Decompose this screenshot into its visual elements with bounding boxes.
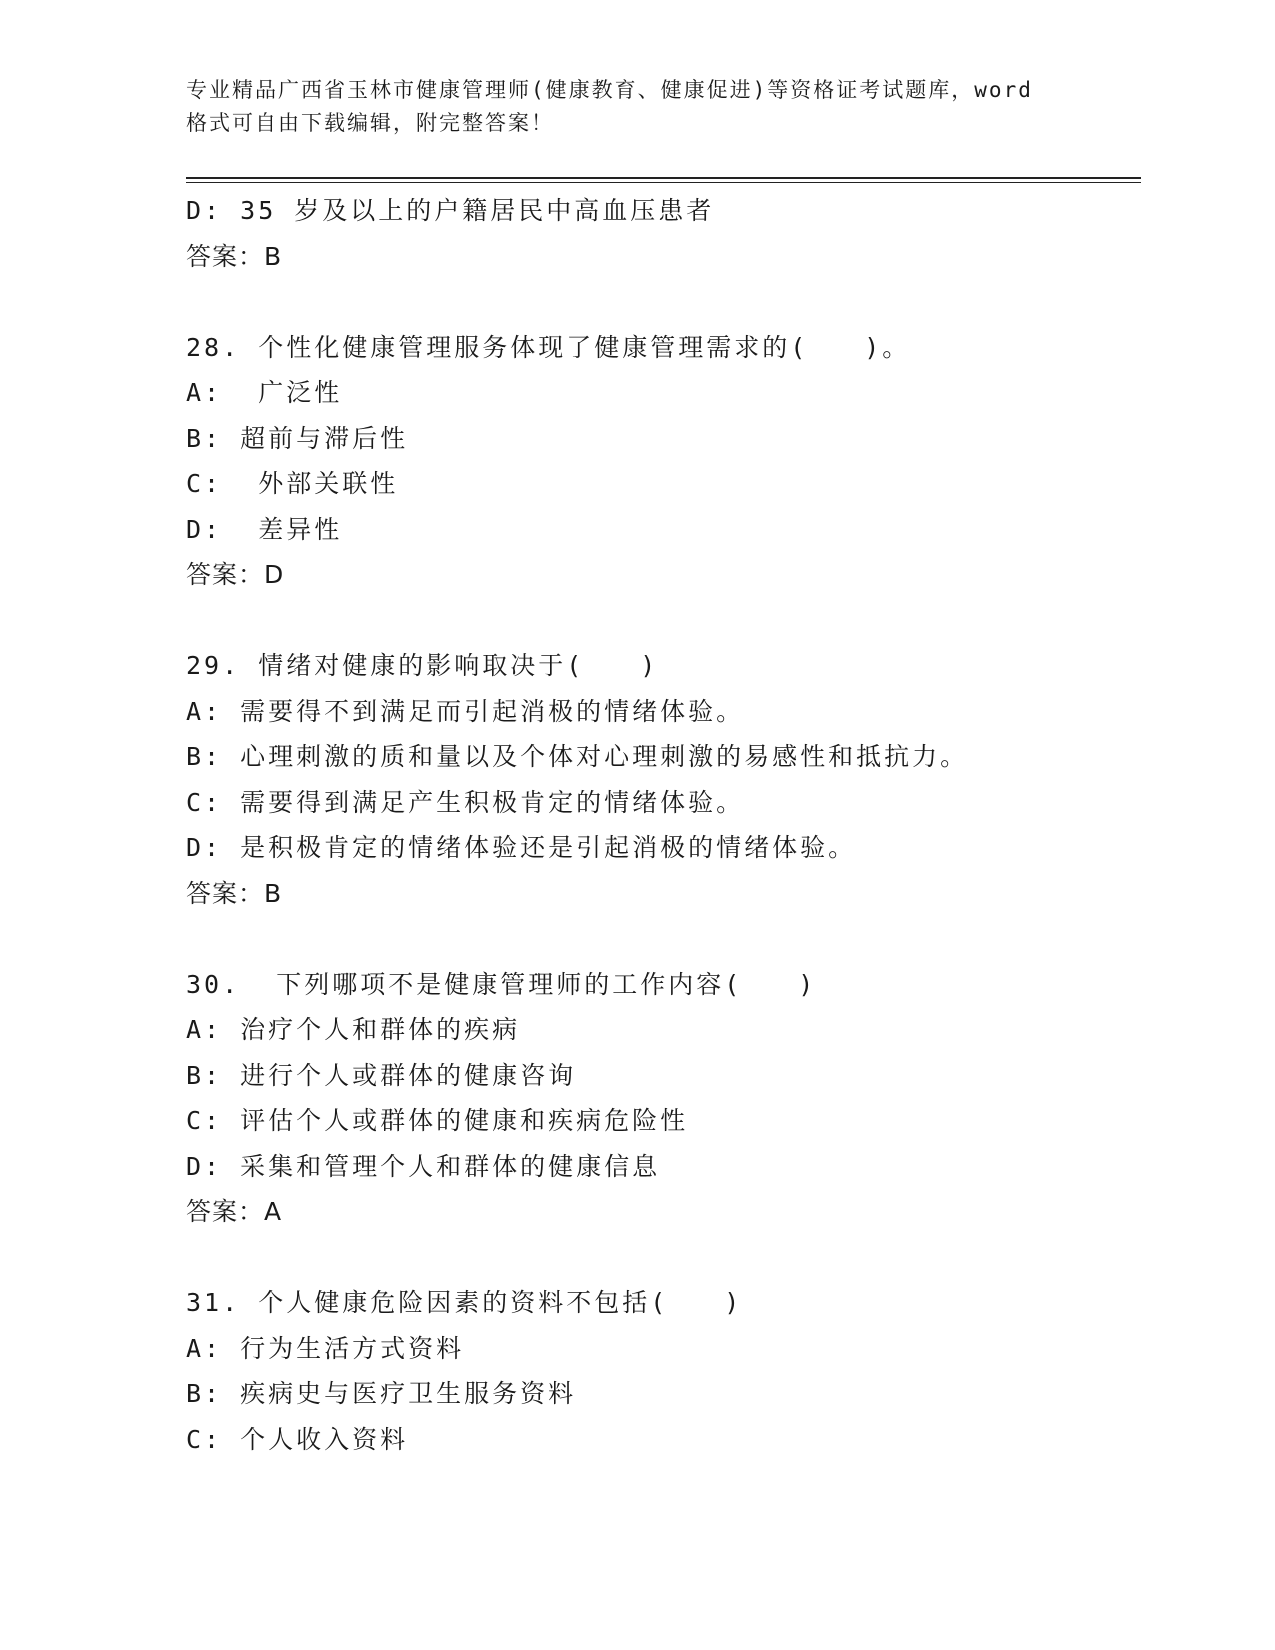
- question-stem: 30. 下列哪项不是健康管理师的工作内容( ): [186, 969, 817, 999]
- option-c: C: 外部关联性: [186, 469, 399, 498]
- header-divider-thin: [186, 182, 1141, 183]
- option-d: D: 采集和管理个人和群体的健康信息: [186, 1151, 661, 1181]
- option-c: C: 个人收入资料: [186, 1424, 409, 1454]
- option-a: A: 广泛性: [186, 378, 343, 407]
- header-divider-thick: [186, 177, 1141, 179]
- option-b: B: 进行个人或群体的健康咨询: [186, 1060, 577, 1090]
- option-c: C: 评估个人或群体的健康和疾病危险性: [186, 1106, 689, 1135]
- option-d: D: 差异性: [186, 514, 343, 544]
- option-a: A: 行为生活方式资料: [186, 1333, 465, 1363]
- question-stem: 28. 个性化健康管理服务体现了健康管理需求的( )。: [186, 332, 911, 362]
- option-a: A: 需要得不到满足而引起消极的情绪体验。: [186, 696, 745, 726]
- question-stem: 31. 个人健康危险因素的资料不包括( ): [186, 1288, 743, 1317]
- question-27: [186, 188, 1141, 279]
- page-header: [186, 74, 1086, 140]
- question-31: [186, 1280, 1141, 1462]
- option-b: B: 疾病史与医疗卫生服务资料: [186, 1379, 577, 1408]
- option-d: D: 是积极肯定的情绪体验还是引起消极的情绪体验。: [186, 833, 857, 862]
- spacer: [186, 1235, 1141, 1281]
- answer: 答案：A: [186, 1197, 283, 1226]
- spacer: [186, 916, 1141, 962]
- question-stem: 29. 情绪对健康的影响取决于( ): [186, 651, 659, 680]
- option-a: A: 治疗个人和群体的疾病: [186, 1015, 521, 1044]
- spacer: [186, 598, 1141, 644]
- answer: 答案：B: [186, 878, 283, 908]
- question-30: [186, 962, 1141, 1235]
- option-c: C: 需要得到满足产生积极肯定的情绪体验。: [186, 787, 745, 817]
- question-28: [186, 325, 1141, 598]
- header-line-2: 格式可自由下载编辑，附完整答案！: [186, 111, 554, 135]
- option-b: B: 超前与滞后性: [186, 423, 409, 453]
- answer: 答案：D: [186, 560, 285, 589]
- header-line-1: 专业精品广西省玉林市健康管理师(健康教育、健康促进)等资格证考试题库，word: [186, 78, 1033, 102]
- answer: 答案：B: [186, 241, 283, 271]
- question-29: [186, 643, 1141, 916]
- option-d: D: 35 岁及以上的户籍居民中高血压患者: [186, 196, 715, 225]
- spacer: [186, 279, 1141, 325]
- option-b: B: 心理刺激的质和量以及个体对心理刺激的易感性和抵抗力。: [186, 742, 969, 771]
- question-list: [186, 188, 1141, 1462]
